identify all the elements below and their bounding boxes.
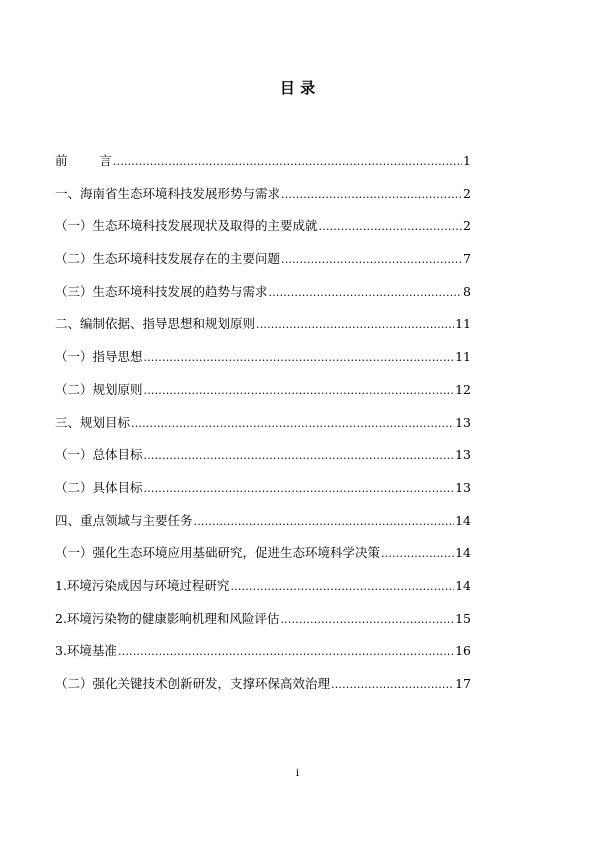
toc-entry[interactable] — [55, 577, 471, 595]
toc-dot-leader — [144, 447, 455, 465]
toc-dot-leader — [331, 676, 454, 694]
toc-entry[interactable] — [55, 512, 471, 530]
toc-page-number: 13 — [455, 479, 471, 495]
toc-entry-label: （二）具体目标 — [55, 479, 143, 495]
toc-dot-leader — [144, 382, 455, 400]
table-of-contents — [55, 152, 471, 708]
toc-entry[interactable] — [55, 250, 471, 268]
toc-entry[interactable] — [55, 348, 471, 366]
toc-entry-label: 前 言 — [55, 153, 112, 168]
toc-dot-leader — [269, 284, 463, 302]
toc-entry[interactable] — [55, 381, 471, 399]
toc-page-number: 14 — [455, 512, 471, 528]
toc-page-number: 2 — [463, 218, 471, 234]
toc-page-number: 17 — [455, 676, 471, 691]
toc-page-number: 16 — [455, 643, 471, 659]
toc-dot-leader — [280, 611, 454, 629]
toc-dot-leader — [230, 578, 454, 596]
toc-entry-label: 1.环境污染成因与环境过程研究 — [55, 577, 230, 593]
toc-page-number: 8 — [463, 283, 471, 299]
page-title: 目 录 — [279, 79, 316, 97]
toc-page-number: 14 — [455, 577, 471, 593]
toc-entry-label: 一、海南省生态环境科技发展形势与需求 — [55, 185, 281, 201]
toc-page-number: 13 — [455, 414, 471, 430]
toc-entry[interactable] — [55, 610, 471, 628]
toc-entry-label: 二、编制依据、指导思想和规划原则 — [55, 316, 256, 332]
toc-entry[interactable] — [55, 675, 471, 693]
toc-entry-label: （二）强化关键技术创新研发，支撑环保高效治理 — [55, 676, 331, 691]
toc-page-number: 2 — [463, 185, 471, 201]
toc-dot-leader — [281, 186, 462, 204]
toc-entry[interactable] — [55, 414, 471, 432]
toc-entry[interactable] — [55, 217, 471, 235]
toc-page-number: 7 — [463, 251, 471, 267]
toc-entry-label: （一）强化生态环境应用基础研究，促进生态环境科学决策 — [55, 545, 381, 561]
toc-page-number: 12 — [455, 381, 471, 397]
toc-entry-label: （三）生态环境科技发展的趋势与需求 — [55, 283, 268, 299]
toc-entry[interactable] — [55, 446, 471, 464]
toc-entry[interactable] — [55, 642, 471, 660]
toc-entry[interactable] — [55, 283, 471, 301]
toc-dot-leader — [144, 480, 455, 498]
toc-dot-leader — [381, 545, 454, 563]
page-number-footer: i — [295, 768, 300, 779]
toc-entry[interactable] — [55, 544, 471, 562]
toc-entry-label: 2.环境污染物的健康影响机理和风险评估 — [55, 610, 280, 626]
toc-page-number: 11 — [455, 349, 471, 365]
toc-entry-label: 四、重点领域与主要任务 — [55, 512, 193, 528]
toc-dot-leader — [194, 513, 455, 531]
toc-page-number: 1 — [463, 153, 471, 168]
toc-dot-leader — [319, 218, 463, 236]
toc-page-number: 11 — [455, 316, 471, 332]
toc-dot-leader — [113, 153, 462, 171]
toc-entry-label: （一）指导思想 — [55, 349, 143, 365]
toc-page-number: 15 — [455, 610, 471, 626]
toc-page-number: 13 — [455, 447, 471, 463]
toc-dot-leader — [256, 316, 454, 334]
toc-dot-leader — [281, 251, 462, 269]
toc-entry-label: （一）总体目标 — [55, 447, 143, 463]
toc-entry-label: （二）生态环境科技发展存在的主要问题 — [55, 251, 281, 267]
toc-entry[interactable] — [55, 479, 471, 497]
toc-entry-label: （一）生态环境科技发展现状及取得的主要成就 — [55, 218, 318, 234]
toc-entry-label: （二）规划原则 — [55, 381, 143, 397]
toc-entry[interactable] — [55, 185, 471, 203]
toc-dot-leader — [118, 643, 454, 661]
toc-entry-label: 三、规划目标 — [55, 414, 131, 430]
toc-entry-label: 3.环境基准 — [55, 643, 117, 659]
toc-dot-leader — [131, 415, 454, 433]
toc-entry[interactable] — [55, 315, 471, 333]
toc-dot-leader — [144, 349, 455, 367]
toc-entry[interactable] — [55, 152, 471, 170]
toc-page-number: 14 — [455, 545, 471, 561]
